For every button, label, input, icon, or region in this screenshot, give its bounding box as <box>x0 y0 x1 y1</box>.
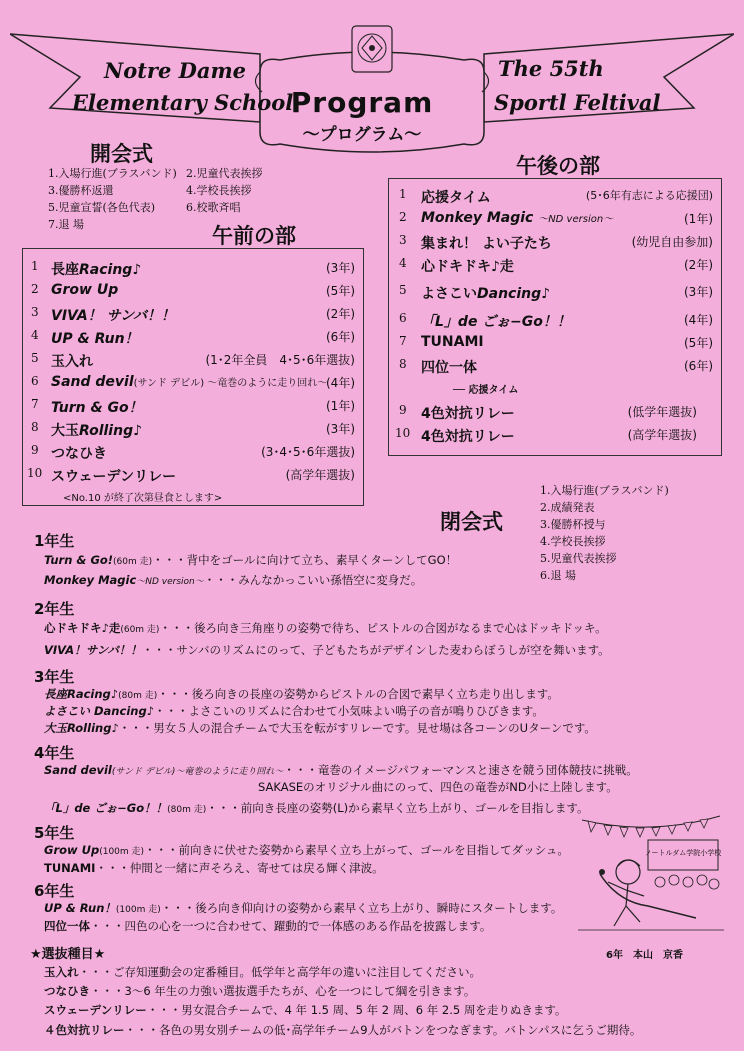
page-subtitle: 〜プログラム〜 <box>302 125 422 145</box>
closing-list <box>540 482 669 584</box>
afternoon-item: 3 集まれ！ よい子たち (幼児自由参加) <box>399 233 713 252</box>
opening-title: 開会式 <box>90 142 153 166</box>
grade-2-title: 2年生 <box>34 600 75 618</box>
afternoon-title: 午後の部 <box>516 154 600 178</box>
school-name-line2: Elementary School <box>72 90 294 115</box>
grade-3-line: よさこい Dancing♪・・・よさこいのリズムに合わせて小気味よい鳴子の音が鳴りひびきます。 <box>44 704 544 718</box>
afternoon-item: 10 4色対抗リレー (高学年選抜) <box>395 426 697 445</box>
closing-item: 2.成績発表 <box>540 501 595 514</box>
closing-item: 5.児童代表挨拶 <box>540 552 617 565</box>
morning-title: 午前の部 <box>212 224 296 248</box>
festival-name-line1: The 55th <box>498 56 604 81</box>
grade-6-line: UP & Run！(100m 走)・・・後ろ向き仰向けの姿勢から素早く立ち上がり、瞬時にスタートします。 <box>44 901 563 915</box>
morning-item: 8 大玉Rolling♪ (3年) <box>31 420 355 439</box>
opening-list-right <box>186 165 263 216</box>
grade-5-line: Grow Up(100m 走)・・・前向きに伏せた姿勢から素早く立ち上がって、ゴールを目指してダッシュ。 <box>44 843 569 857</box>
festival-name-line2: Sportl Feltival <box>494 90 661 115</box>
closing-item: 3.優勝杯授与 <box>540 518 606 531</box>
grade-2-line: 心ドキドキ♪走(60m 走)・・・後ろ向き三角座りの姿勢で待ち、ピストルの合図がなるまで心はドッキドッキ。 <box>44 621 607 635</box>
illustration-credit: 6年 本山 京香 <box>606 950 683 961</box>
morning-item: 7 Turn & Go！ (1年) <box>31 397 355 416</box>
grade-3-title: 3年生 <box>34 668 75 686</box>
morning-item: 1 長座Racing♪ (3年) <box>31 259 355 278</box>
opening-item: 4.学校長挨拶 <box>186 184 252 197</box>
afternoon-item: 6 「L」de ごぉ−Go！！ (4年) <box>399 311 713 330</box>
selection-line: 玉入れ・・・ご存知運動会の定番種目。低学年と高学年の違いに注目してください。 <box>44 965 481 979</box>
grade-1-line: Turn & Go!(60m 走)・・・背中をゴールに向けて立ち、素早くターンしてGO！ <box>44 553 458 567</box>
afternoon-item: 1 応援タイム (5･6年有志による応援団) <box>399 187 713 206</box>
selection-title: ★選抜種目★ <box>30 947 106 962</box>
afternoon-program-box <box>388 178 722 456</box>
grade-6-line: 四位一体・・・四色の心を一つに合わせて、躍動的で一体感のある作品を披露します。 <box>44 919 492 933</box>
opening-item: 5.児童宣誓(各色代表) <box>48 201 156 214</box>
morning-item: 2 Grow Up (5年) <box>31 282 355 298</box>
opening-item: 7.退 場 <box>48 218 84 231</box>
selection-line: スウェーデンリレー・・・男女混合チームで、4 年 1.5 周、5 年 2 周、6 年 2.5 周を走りぬきます。 <box>44 1003 567 1017</box>
afternoon-item: 7 TUNAMI (5年) <box>399 334 713 350</box>
closing-item: 4.学校長挨拶 <box>540 535 606 548</box>
grade-5-title: 5年生 <box>34 824 75 842</box>
morning-item: 6 Sand devil(サンド デビル) 〜竜巻のように走り回れ〜 (4年) <box>31 374 355 390</box>
afternoon-item: 9 4色対抗リレー (低学年選抜) <box>399 403 697 422</box>
opening-list-left <box>48 165 177 233</box>
morning-item: 9 つなひき (3･4･5･6年選抜) <box>31 443 355 462</box>
grade-2-line: VIVA！サンバ！！・・・サンバのリズムにのって、子どもたちがデザインした麦わらぼうしが空を舞います。 <box>44 643 610 657</box>
afternoon-item: 4 心ドキドキ♪走 (2年) <box>399 256 713 275</box>
closing-item: 6.退 場 <box>540 569 576 582</box>
opening-item: 3.優勝杯返還 <box>48 184 114 197</box>
morning-note: <No.10 が終了次第昼食とします> <box>63 493 223 504</box>
grade-4-line: SAKASEのオリジナル曲にのって、四色の竜巻がND小に上陸します。 <box>258 780 618 794</box>
school-name-line1: Notre Dame <box>104 58 247 83</box>
grade-1-title: 1年生 <box>34 532 75 550</box>
grade-1-line: Monkey Magic〜ND version〜・・・みんなかっこいい孫悟空に変身だ。 <box>44 573 423 587</box>
morning-item: 10 スウェーデンリレー (高学年選抜) <box>27 466 355 485</box>
cheer-time-label: ── 応援タイム <box>453 385 519 396</box>
afternoon-item: 5 よさこいDancing♪ (3年) <box>399 283 713 302</box>
opening-item: 2.児童代表挨拶 <box>186 167 263 180</box>
grade-4-title: 4年生 <box>34 744 75 762</box>
afternoon-item: 8 四位一体 (6年) <box>399 357 713 376</box>
grade-6-title: 6年生 <box>34 882 75 900</box>
runner-illustration <box>578 810 724 940</box>
morning-item: 4 UP & Run！ (6年) <box>31 328 355 347</box>
page-title: Program <box>290 86 434 119</box>
grade-4-line: Sand devil(サンド デビル)〜竜巻のように走り回れ〜・・・竜巻のイメージパフォーマンスと速さを競う団体競技に挑戦。 <box>44 763 638 777</box>
grade-5-line: TUNAMI・・・仲間と一緒に声そろえ、寄せては戻る輝く津波。 <box>44 861 384 875</box>
opening-item: 1.入場行進(ブラスバンド) <box>48 167 177 180</box>
tent-banner: ノートルダム学院小学校 <box>644 849 722 857</box>
afternoon-item: 2 Monkey Magic 〜ND version〜 (1年) <box>399 210 713 226</box>
opening-item: 6.校歌斉唱 <box>186 201 241 214</box>
morning-item: 3 VIVA！ サンバ！！ (2年) <box>31 305 355 324</box>
grade-3-line: 大玉Rolling♪・・・男女５人の混合チームで大玉を転がすリレーです。見せ場は各コーンのUターンです。 <box>44 721 596 735</box>
closing-item: 1.入場行進(ブラスバンド) <box>540 484 669 497</box>
selection-line: ４色対抗リレー・・・各色の男女別チームの低･高学年チーム9人がバトンをつなぎます。バトンパスに乞うご期待。 <box>44 1023 642 1037</box>
grade-4-line: 「L」de ごぉ−Go！！(80m 走)・・・前向き長座の姿勢(L)から素早く立ち上がり、ゴールを目指します。 <box>44 801 589 815</box>
closing-title: 閉会式 <box>440 510 503 534</box>
school-emblem-icon <box>352 26 392 72</box>
selection-line: つなひき・・・3〜6 年生の力強い選抜選手たちが、心を一つにして綱を引きます。 <box>44 984 476 998</box>
morning-item: 5 玉入れ (1･2年全員 4･5･6年選抜) <box>31 351 355 370</box>
grade-3-line: 長座Racing♪(80m 走)・・・後ろ向きの長座の姿勢からピストルの合図で素早く立ち走り出します。 <box>44 687 559 701</box>
morning-program-box <box>22 248 364 506</box>
